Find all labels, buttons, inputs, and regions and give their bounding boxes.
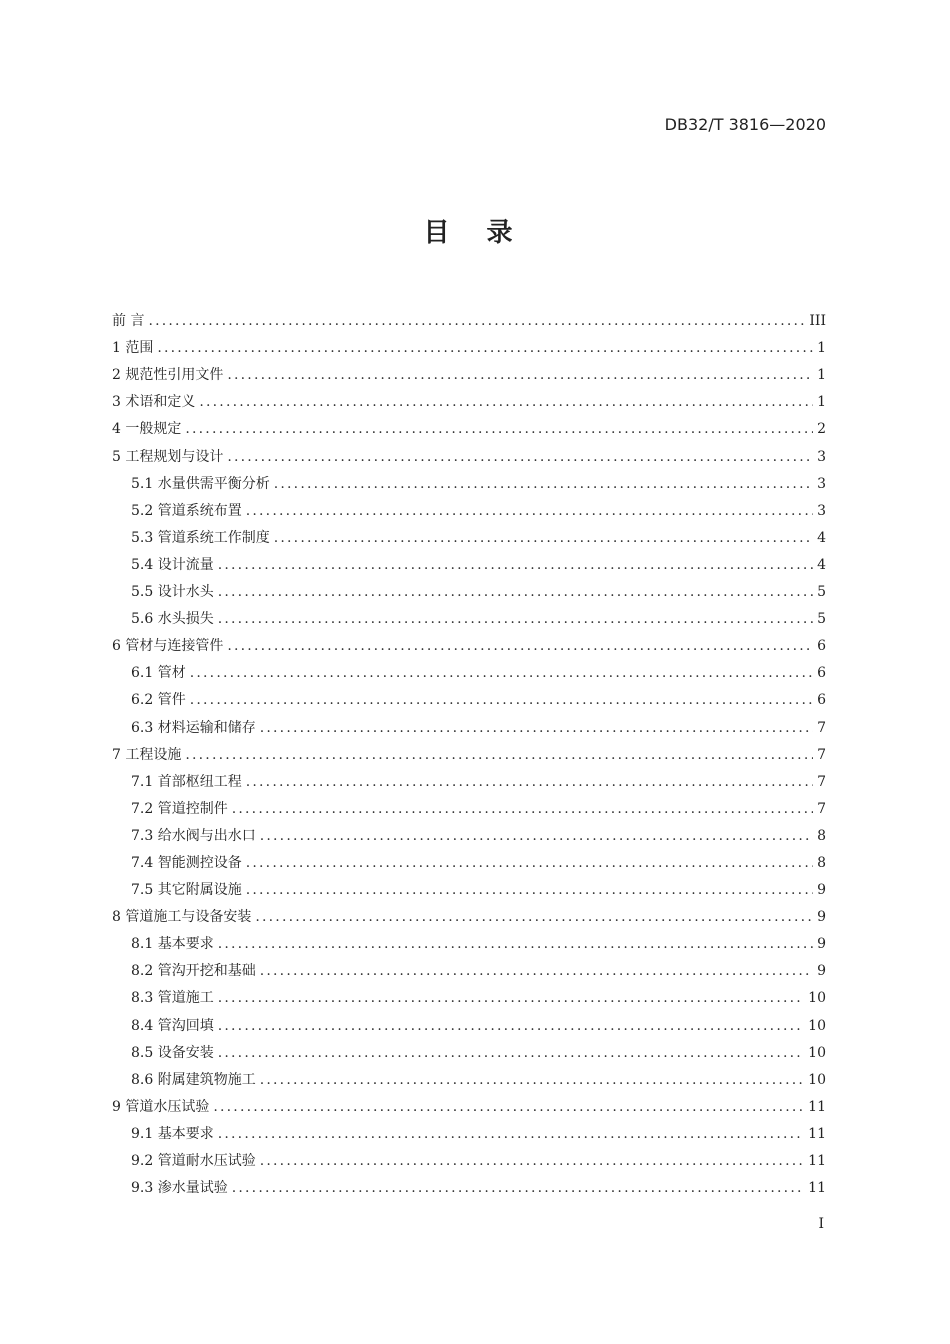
toc-entry[interactable] <box>112 1148 826 1175</box>
toc-entry-page: 6 <box>817 638 826 655</box>
toc-entry-label: 5.1 水量供需平衡分析 <box>131 475 270 492</box>
toc-leader-dots <box>218 606 813 633</box>
toc-entry-label: 8.6 附属建筑物施工 <box>131 1071 256 1088</box>
toc-entry-label: 3 术语和定义 <box>112 394 196 411</box>
toc-entry-label: 4 一般规定 <box>112 421 182 438</box>
toc-leader-dots <box>255 904 813 931</box>
toc-entry[interactable] <box>112 525 826 552</box>
toc-leader-dots <box>274 525 813 552</box>
toc-entry-page: 3 <box>817 475 826 492</box>
toc-leader-dots <box>227 362 813 389</box>
toc-entry[interactable] <box>112 660 826 687</box>
toc-entry-page: 5 <box>817 584 826 601</box>
toc-entry-page: 1 <box>817 340 826 357</box>
toc-entry[interactable] <box>112 904 826 931</box>
toc-leader-dots <box>218 1040 804 1067</box>
toc-entry-page: 7 <box>817 719 826 736</box>
toc-entry-label: 6.3 材料运输和储存 <box>131 719 256 736</box>
toc-leader-dots <box>246 769 813 796</box>
page-number: I <box>818 1216 824 1232</box>
toc-leader-dots <box>157 335 813 362</box>
toc-leader-dots <box>227 633 813 660</box>
toc-entry-page: 11 <box>808 1180 826 1197</box>
toc-entry-page: 7 <box>817 800 826 817</box>
toc-entry[interactable] <box>112 606 826 633</box>
toc-entry-page: 6 <box>817 692 826 709</box>
toc-entry-page: 9 <box>817 963 826 980</box>
toc-leader-dots <box>190 687 813 714</box>
toc-entry-label: 5 工程规划与设计 <box>112 448 224 465</box>
toc-entry-page: 9 <box>817 936 826 953</box>
toc-entry-label: 6.1 管材 <box>131 665 186 682</box>
toc-entry-label: 7.2 管道控制件 <box>131 800 228 817</box>
toc-entry-label: 5.4 设计流量 <box>131 556 214 573</box>
toc-leader-dots <box>246 498 813 525</box>
toc-entry-label: 8 管道施工与设备安装 <box>112 909 252 926</box>
toc-entry-label: 9 管道水压试验 <box>112 1098 210 1115</box>
toc-entry-label: 8.5 设备安装 <box>131 1044 214 1061</box>
toc-entry-label: 1 范围 <box>112 340 154 357</box>
toc-entry[interactable] <box>112 687 826 714</box>
toc-entry-label: 9.1 基本要求 <box>131 1125 214 1142</box>
toc-entry-page: 6 <box>817 665 826 682</box>
toc-leader-dots <box>232 796 813 823</box>
toc-leader-dots <box>232 1175 804 1202</box>
toc-entry[interactable] <box>112 850 826 877</box>
toc-leader-dots <box>227 444 813 471</box>
toc-entry-page: 3 <box>817 502 826 519</box>
toc-entry[interactable] <box>112 958 826 985</box>
toc-entry-page: 10 <box>808 1071 826 1088</box>
toc-leader-dots <box>218 1013 804 1040</box>
table-of-contents <box>112 308 826 1202</box>
toc-entry[interactable] <box>112 552 826 579</box>
toc-entry-label: 2 规范性引用文件 <box>112 367 224 384</box>
toc-entry-page: 4 <box>817 529 826 546</box>
toc-entry-page: 9 <box>817 909 826 926</box>
toc-entry[interactable] <box>112 471 826 498</box>
toc-entry-label: 5.6 水头损失 <box>131 611 214 628</box>
toc-leader-dots <box>218 931 813 958</box>
toc-entry-label: 8.2 管沟开挖和基础 <box>131 963 256 980</box>
toc-leader-dots <box>148 308 805 335</box>
toc-entry[interactable] <box>112 362 826 389</box>
toc-entry-page: 4 <box>817 556 826 573</box>
toc-leader-dots <box>213 1094 804 1121</box>
toc-entry[interactable] <box>112 714 826 741</box>
toc-entry[interactable] <box>112 1175 826 1202</box>
toc-leader-dots <box>246 877 813 904</box>
toc-entry-page: 5 <box>817 611 826 628</box>
toc-entry[interactable] <box>112 308 826 335</box>
toc-entry[interactable] <box>112 742 826 769</box>
toc-leader-dots <box>218 579 813 606</box>
toc-entry-page: 1 <box>817 367 826 384</box>
toc-entry-label: 8.3 管道施工 <box>131 990 214 1007</box>
toc-entry[interactable] <box>112 1121 826 1148</box>
toc-entry[interactable] <box>112 443 826 470</box>
toc-leader-dots <box>185 742 813 769</box>
toc-entry-label: 7.1 首部枢纽工程 <box>131 773 242 790</box>
toc-entry-page: 1 <box>817 394 826 411</box>
toc-entry[interactable] <box>112 1067 826 1094</box>
toc-entry[interactable] <box>112 633 826 660</box>
toc-leader-dots <box>185 416 813 443</box>
toc-entry-page: 11 <box>808 1153 826 1169</box>
toc-entry[interactable] <box>112 335 826 362</box>
toc-entry-label: 9.3 渗水量试验 <box>131 1180 228 1197</box>
toc-entry-label: 6 管材与连接管件 <box>112 638 224 655</box>
toc-entry[interactable] <box>112 498 826 525</box>
toc-leader-dots <box>260 1067 804 1094</box>
toc-entry-label: 5.3 管道系统工作制度 <box>131 529 270 546</box>
toc-leader-dots <box>260 958 813 985</box>
toc-entry[interactable] <box>112 877 826 904</box>
toc-leader-dots <box>274 471 813 498</box>
toc-entry-page: III <box>809 313 826 330</box>
toc-entry-label: 7.4 智能测控设备 <box>131 854 242 871</box>
toc-entry[interactable] <box>112 985 826 1012</box>
toc-entry[interactable] <box>112 823 826 850</box>
toc-leader-dots <box>260 823 813 850</box>
toc-entry-page: 11 <box>808 1125 826 1142</box>
toc-entry-page: 7 <box>817 773 826 790</box>
toc-leader-dots <box>260 715 813 742</box>
toc-entry-page: 11 <box>808 1098 826 1115</box>
toc-leader-dots <box>260 1148 804 1175</box>
toc-entry[interactable] <box>112 769 826 796</box>
toc-entry-page: 9 <box>817 882 826 899</box>
toc-entry-label: 8.1 基本要求 <box>131 936 214 953</box>
document-code: DB32/T 3816—2020 <box>664 115 826 134</box>
toc-entry-page: 10 <box>808 1044 826 1061</box>
toc-entry-label: 6.2 管件 <box>131 692 186 709</box>
toc-entry-page: 8 <box>817 854 826 871</box>
toc-entry[interactable] <box>112 416 826 443</box>
toc-entry-label: 5.2 管道系统布置 <box>131 502 242 519</box>
toc-leader-dots <box>190 660 813 687</box>
toc-entry-page: 7 <box>817 746 826 763</box>
toc-title: 目 录 <box>423 218 527 248</box>
toc-entry-label: 7.5 其它附属设施 <box>131 882 242 899</box>
toc-entry[interactable] <box>112 931 826 958</box>
toc-entry-page: 2 <box>817 421 826 438</box>
toc-leader-dots <box>246 850 813 877</box>
toc-entry-label: 8.4 管沟回填 <box>131 1017 214 1034</box>
toc-entry[interactable] <box>112 796 826 823</box>
toc-entry-label: 9.2 管道耐水压试验 <box>131 1153 256 1169</box>
toc-entry-label: 前 言 <box>112 313 145 330</box>
toc-entry-label: 7 工程设施 <box>112 746 182 763</box>
toc-entry[interactable] <box>112 389 826 416</box>
toc-entry-page: 3 <box>817 448 826 465</box>
toc-leader-dots <box>199 389 813 416</box>
toc-entry[interactable] <box>112 1012 826 1039</box>
toc-entry-page: 10 <box>808 1017 826 1034</box>
toc-entry[interactable] <box>112 1040 826 1067</box>
toc-entry-page: 8 <box>817 827 826 844</box>
toc-entry-label: 5.5 设计水头 <box>131 584 214 601</box>
toc-entry-label: 7.3 给水阀与出水口 <box>131 827 256 844</box>
toc-leader-dots <box>218 985 804 1012</box>
toc-entry[interactable] <box>112 579 826 606</box>
toc-entry[interactable] <box>112 1094 826 1121</box>
toc-entry-page: 10 <box>808 990 826 1007</box>
toc-leader-dots <box>218 1121 804 1148</box>
toc-leader-dots <box>218 552 813 579</box>
